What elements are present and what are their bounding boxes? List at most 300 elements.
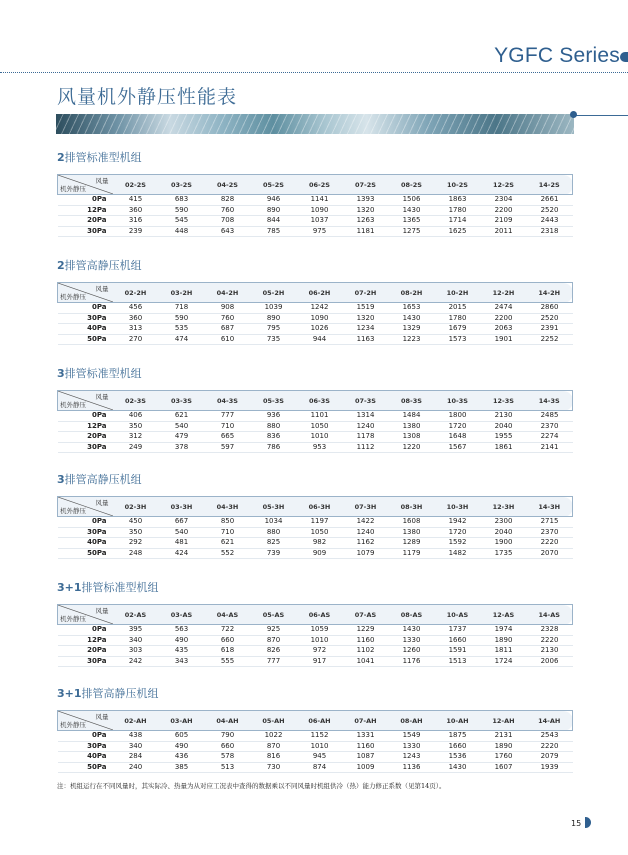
airflow-cell: 2200 — [481, 313, 527, 324]
airflow-cell: 1050 — [297, 421, 343, 432]
airflow-cell: 415 — [113, 195, 159, 206]
corner-airflow-label: 风量 — [95, 285, 109, 293]
column-header: 04-2S — [205, 175, 251, 195]
airflow-cell: 1330 — [389, 741, 435, 752]
airflow-cell: 1176 — [389, 656, 435, 667]
footnote: 注：机组运行在不同风量时，其实际冷、热量为从对应工况表中查得的数据乘以不同风量时机组供冷（热）能力修正系数（见第14页）。 — [57, 782, 446, 790]
table-row — [58, 646, 573, 657]
airflow-cell: 490 — [159, 635, 205, 646]
airflow-cell: 563 — [159, 625, 205, 636]
section-title-text: 排管高静压机组 — [81, 687, 159, 700]
airflow-cell: 1026 — [297, 324, 343, 335]
row-pressure-label: 0Pa — [58, 303, 113, 314]
airflow-cell: 1430 — [389, 625, 435, 636]
performance-section — [57, 150, 572, 237]
airflow-cell: 816 — [251, 752, 297, 763]
column-header: 03-3H — [159, 497, 205, 517]
column-header: 14-2H — [527, 283, 573, 303]
airflow-cell: 1714 — [435, 216, 481, 227]
row-pressure-label: 40Pa — [58, 324, 113, 335]
airflow-cell: 1152 — [297, 731, 343, 742]
airflow-cell: 248 — [113, 548, 159, 559]
airflow-cell: 1875 — [435, 731, 481, 742]
airflow-cell: 2220 — [527, 538, 573, 549]
column-header: 02-AS — [113, 605, 159, 625]
airflow-cell: 880 — [251, 421, 297, 432]
page-title: 风量机外静压性能表 — [57, 86, 238, 108]
airflow-cell: 1039 — [251, 303, 297, 314]
airflow-cell: 1939 — [527, 762, 573, 773]
airflow-cell: 1009 — [343, 762, 389, 773]
column-header: 10-2H — [435, 283, 481, 303]
airflow-cell: 1181 — [343, 226, 389, 237]
airflow-cell: 450 — [113, 517, 159, 528]
airflow-cell: 785 — [251, 226, 297, 237]
column-header: 06-2S — [297, 175, 343, 195]
airflow-cell: 1513 — [435, 656, 481, 667]
airflow-cell: 710 — [205, 527, 251, 538]
section-title-text: 排管高静压机组 — [64, 473, 142, 486]
airflow-cell: 284 — [113, 752, 159, 763]
corner-airflow-label: 风量 — [95, 713, 109, 721]
corner-pressure-label: 机外静压 — [60, 401, 86, 409]
airflow-cell: 242 — [113, 656, 159, 667]
column-header: 02-2H — [113, 283, 159, 303]
airflow-cell: 313 — [113, 324, 159, 335]
column-header: 10-2S — [435, 175, 481, 195]
column-header: 10-3S — [435, 391, 481, 411]
column-header: 06-AH — [297, 711, 343, 731]
series-marker — [620, 52, 628, 62]
column-header: 02-3S — [113, 391, 159, 411]
airflow-cell: 975 — [297, 226, 343, 237]
airflow-cell: 610 — [205, 334, 251, 345]
airflow-cell: 643 — [205, 226, 251, 237]
table-row — [58, 324, 573, 335]
airflow-cell: 1780 — [435, 313, 481, 324]
airflow-cell: 1653 — [389, 303, 435, 314]
airflow-cell: 340 — [113, 635, 159, 646]
airflow-cell: 385 — [159, 762, 205, 773]
column-header: 12-2H — [481, 283, 527, 303]
section-title-text: 排管标准型机组 — [64, 367, 142, 380]
airflow-cell: 2040 — [481, 527, 527, 538]
airflow-cell: 2661 — [527, 195, 573, 206]
header-divider — [0, 72, 628, 73]
airflow-cell: 1163 — [343, 334, 389, 345]
column-header: 08-3H — [389, 497, 435, 517]
airflow-cell: 438 — [113, 731, 159, 742]
table-row — [58, 635, 573, 646]
column-header: 07-AH — [343, 711, 389, 731]
airflow-cell: 1720 — [435, 527, 481, 538]
airflow-cell: 908 — [205, 303, 251, 314]
airflow-cell: 590 — [159, 205, 205, 216]
section-title-text: 排管高静压机组 — [64, 259, 142, 272]
airflow-cell: 850 — [205, 517, 251, 528]
airflow-cell: 360 — [113, 313, 159, 324]
airflow-cell: 1289 — [389, 538, 435, 549]
airflow-cell: 2252 — [527, 334, 573, 345]
airflow-cell: 710 — [205, 421, 251, 432]
airflow-cell: 618 — [205, 646, 251, 657]
airflow-cell: 1380 — [389, 527, 435, 538]
airflow-cell: 1240 — [343, 421, 389, 432]
airflow-cell: 240 — [113, 762, 159, 773]
airflow-cell: 1573 — [435, 334, 481, 345]
airflow-cell: 890 — [251, 313, 297, 324]
airflow-cell: 436 — [159, 752, 205, 763]
column-header: 14-3H — [527, 497, 573, 517]
table-row — [58, 205, 573, 216]
airflow-cell: 350 — [113, 421, 159, 432]
airflow-cell: 1090 — [297, 313, 343, 324]
airflow-cell: 2370 — [527, 421, 573, 432]
airflow-cell: 479 — [159, 432, 205, 443]
table-row — [58, 762, 573, 773]
airflow-cell: 1591 — [435, 646, 481, 657]
table-row — [58, 195, 573, 206]
airflow-cell: 870 — [251, 635, 297, 646]
airflow-cell: 316 — [113, 216, 159, 227]
column-header: 12-3S — [481, 391, 527, 411]
airflow-cell: 1942 — [435, 517, 481, 528]
airflow-cell: 1482 — [435, 548, 481, 559]
table-row — [58, 313, 573, 324]
table-row — [58, 752, 573, 763]
airflow-cell: 870 — [251, 741, 297, 752]
airflow-cell: 1430 — [389, 313, 435, 324]
airflow-cell: 1022 — [251, 731, 297, 742]
performance-table — [57, 604, 573, 667]
airflow-cell: 945 — [297, 752, 343, 763]
airflow-cell: 1607 — [481, 762, 527, 773]
column-header: 04-AS — [205, 605, 251, 625]
table-row — [58, 741, 573, 752]
airflow-cell: 828 — [205, 195, 251, 206]
column-header: 08-AH — [389, 711, 435, 731]
airflow-cell: 1422 — [343, 517, 389, 528]
airflow-cell: 1162 — [343, 538, 389, 549]
airflow-cell: 1275 — [389, 226, 435, 237]
airflow-cell: 1160 — [343, 635, 389, 646]
section-title-number: 3+1 — [57, 581, 82, 594]
airflow-cell: 2220 — [527, 741, 573, 752]
column-header: 05-2S — [251, 175, 297, 195]
row-pressure-label: 40Pa — [58, 752, 113, 763]
airflow-cell: 552 — [205, 548, 251, 559]
performance-section — [57, 258, 572, 345]
table-corner-header — [58, 711, 113, 731]
airflow-cell: 2011 — [481, 226, 527, 237]
row-pressure-label: 12Pa — [58, 205, 113, 216]
column-header: 02-3H — [113, 497, 159, 517]
column-header: 06-AS — [297, 605, 343, 625]
airflow-cell: 2220 — [527, 635, 573, 646]
row-pressure-label: 20Pa — [58, 432, 113, 443]
airflow-cell: 1179 — [389, 548, 435, 559]
airflow-cell: 1800 — [435, 411, 481, 422]
airflow-cell: 844 — [251, 216, 297, 227]
airflow-cell: 1955 — [481, 432, 527, 443]
airflow-cell: 513 — [205, 762, 251, 773]
section-title — [57, 150, 572, 166]
performance-table — [57, 390, 573, 453]
airflow-cell: 2079 — [527, 752, 573, 763]
airflow-cell: 1234 — [343, 324, 389, 335]
column-header: 03-2S — [159, 175, 205, 195]
row-pressure-label: 20Pa — [58, 646, 113, 657]
airflow-cell: 1506 — [389, 195, 435, 206]
table-corner-header — [58, 391, 113, 411]
row-pressure-label: 50Pa — [58, 548, 113, 559]
airflow-cell: 1136 — [389, 762, 435, 773]
table-row — [58, 432, 573, 443]
airflow-cell: 2543 — [527, 731, 573, 742]
airflow-cell: 2304 — [481, 195, 527, 206]
column-header: 03-AS — [159, 605, 205, 625]
airflow-cell: 2520 — [527, 313, 573, 324]
airflow-cell: 605 — [159, 731, 205, 742]
airflow-cell: 890 — [251, 205, 297, 216]
column-header: 04-3H — [205, 497, 251, 517]
airflow-cell: 1260 — [389, 646, 435, 657]
airflow-cell: 2274 — [527, 432, 573, 443]
table-corner-header — [58, 605, 113, 625]
column-header: 07-3H — [343, 497, 389, 517]
airflow-cell: 718 — [159, 303, 205, 314]
airflow-cell: 1735 — [481, 548, 527, 559]
airflow-cell: 1679 — [435, 324, 481, 335]
airflow-cell: 790 — [205, 731, 251, 742]
airflow-cell: 944 — [297, 334, 343, 345]
airflow-cell: 660 — [205, 635, 251, 646]
airflow-cell: 303 — [113, 646, 159, 657]
airflow-cell: 340 — [113, 741, 159, 752]
airflow-cell: 1037 — [297, 216, 343, 227]
column-header: 14-AS — [527, 605, 573, 625]
section-title-text: 排管标准型机组 — [81, 581, 159, 594]
airflow-cell: 621 — [205, 538, 251, 549]
airflow-cell: 925 — [251, 625, 297, 636]
row-pressure-label: 30Pa — [58, 313, 113, 324]
airflow-cell: 621 — [159, 411, 205, 422]
airflow-cell: 456 — [113, 303, 159, 314]
airflow-cell: 1974 — [481, 625, 527, 636]
column-header: 02-2S — [113, 175, 159, 195]
airflow-cell: 540 — [159, 527, 205, 538]
airflow-cell: 786 — [251, 442, 297, 453]
airflow-cell: 1900 — [481, 538, 527, 549]
column-header: 07-2H — [343, 283, 389, 303]
section-title-number: 3 — [57, 367, 65, 380]
column-header: 14-AH — [527, 711, 573, 731]
corner-airflow-label: 风量 — [95, 499, 109, 507]
corner-pressure-label: 机外静压 — [60, 615, 86, 623]
airflow-cell: 874 — [297, 762, 343, 773]
airflow-cell: 1720 — [435, 421, 481, 432]
airflow-cell: 292 — [113, 538, 159, 549]
airflow-cell: 2300 — [481, 517, 527, 528]
airflow-cell: 1660 — [435, 741, 481, 752]
airflow-cell: 1041 — [343, 656, 389, 667]
table-row — [58, 527, 573, 538]
airflow-cell: 2063 — [481, 324, 527, 335]
airflow-cell: 1549 — [389, 731, 435, 742]
column-header: 07-AS — [343, 605, 389, 625]
table-row — [58, 548, 573, 559]
airflow-cell: 535 — [159, 324, 205, 335]
airflow-cell: 2130 — [481, 411, 527, 422]
airflow-cell: 1567 — [435, 442, 481, 453]
airflow-cell: 1660 — [435, 635, 481, 646]
airflow-cell: 1330 — [389, 635, 435, 646]
airflow-cell: 2200 — [481, 205, 527, 216]
row-pressure-label: 30Pa — [58, 656, 113, 667]
airflow-cell: 1811 — [481, 646, 527, 657]
airflow-cell: 1724 — [481, 656, 527, 667]
airflow-cell: 1625 — [435, 226, 481, 237]
airflow-cell: 2391 — [527, 324, 573, 335]
airflow-cell: 1780 — [435, 205, 481, 216]
airflow-cell: 1365 — [389, 216, 435, 227]
airflow-cell: 1393 — [343, 195, 389, 206]
airflow-cell: 825 — [251, 538, 297, 549]
column-header: 12-3H — [481, 497, 527, 517]
section-title — [57, 258, 572, 274]
column-header: 08-AS — [389, 605, 435, 625]
airflow-cell: 2485 — [527, 411, 573, 422]
performance-table — [57, 282, 573, 345]
airflow-cell: 270 — [113, 334, 159, 345]
airflow-cell: 1141 — [297, 195, 343, 206]
airflow-cell: 1863 — [435, 195, 481, 206]
airflow-cell: 667 — [159, 517, 205, 528]
airflow-cell: 1050 — [297, 527, 343, 538]
airflow-cell: 1314 — [343, 411, 389, 422]
airflow-cell: 760 — [205, 313, 251, 324]
airflow-cell: 1229 — [343, 625, 389, 636]
airflow-cell: 239 — [113, 226, 159, 237]
row-pressure-label: 0Pa — [58, 517, 113, 528]
airflow-cell: 2318 — [527, 226, 573, 237]
airflow-cell: 917 — [297, 656, 343, 667]
row-pressure-label: 30Pa — [58, 527, 113, 538]
row-pressure-label: 12Pa — [58, 421, 113, 432]
airflow-cell: 1901 — [481, 334, 527, 345]
airflow-cell: 660 — [205, 741, 251, 752]
column-header: 07-3S — [343, 391, 389, 411]
airflow-cell: 545 — [159, 216, 205, 227]
corner-pressure-label: 机外静压 — [60, 293, 86, 301]
section-title-number: 2 — [57, 151, 65, 164]
row-pressure-label: 0Pa — [58, 195, 113, 206]
column-header: 03-2H — [159, 283, 205, 303]
table-row — [58, 517, 573, 528]
airflow-cell: 739 — [251, 548, 297, 559]
table-row — [58, 303, 573, 314]
airflow-cell: 555 — [205, 656, 251, 667]
column-header: 08-2S — [389, 175, 435, 195]
airflow-cell: 1737 — [435, 625, 481, 636]
airflow-cell: 777 — [205, 411, 251, 422]
airflow-cell: 722 — [205, 625, 251, 636]
airflow-cell: 481 — [159, 538, 205, 549]
column-header: 05-2H — [251, 283, 297, 303]
airflow-cell: 1243 — [389, 752, 435, 763]
airflow-cell: 448 — [159, 226, 205, 237]
airflow-cell: 2141 — [527, 442, 573, 453]
airflow-cell: 1430 — [389, 205, 435, 216]
column-header: 12-2S — [481, 175, 527, 195]
table-row — [58, 226, 573, 237]
table-row — [58, 538, 573, 549]
airflow-cell: 406 — [113, 411, 159, 422]
airflow-cell: 1223 — [389, 334, 435, 345]
airflow-cell: 1112 — [343, 442, 389, 453]
airflow-cell: 578 — [205, 752, 251, 763]
airflow-cell: 1263 — [343, 216, 389, 227]
table-row — [58, 442, 573, 453]
airflow-cell: 880 — [251, 527, 297, 538]
series-title: YGFC Series — [494, 44, 620, 67]
airflow-cell: 2474 — [481, 303, 527, 314]
row-pressure-label: 30Pa — [58, 741, 113, 752]
airflow-cell: 2040 — [481, 421, 527, 432]
airflow-cell: 936 — [251, 411, 297, 422]
airflow-cell: 1059 — [297, 625, 343, 636]
airflow-cell: 687 — [205, 324, 251, 335]
performance-table — [57, 174, 573, 237]
airflow-cell: 249 — [113, 442, 159, 453]
airflow-cell: 1519 — [343, 303, 389, 314]
airflow-cell: 2109 — [481, 216, 527, 227]
column-header: 05-3S — [251, 391, 297, 411]
airflow-cell: 1178 — [343, 432, 389, 443]
column-header: 05-AH — [251, 711, 297, 731]
airflow-cell: 378 — [159, 442, 205, 453]
airflow-cell: 1101 — [297, 411, 343, 422]
performance-section — [57, 472, 572, 559]
column-header: 05-AS — [251, 605, 297, 625]
airflow-cell: 1090 — [297, 205, 343, 216]
airflow-cell: 2130 — [527, 646, 573, 657]
airflow-cell: 1087 — [343, 752, 389, 763]
section-title-number: 3+1 — [57, 687, 82, 700]
airflow-cell: 2715 — [527, 517, 573, 528]
airflow-cell: 1484 — [389, 411, 435, 422]
section-title — [57, 366, 572, 382]
table-row — [58, 731, 573, 742]
airflow-cell: 2131 — [481, 731, 527, 742]
airflow-cell: 590 — [159, 313, 205, 324]
row-pressure-label: 20Pa — [58, 216, 113, 227]
column-header: 10-AS — [435, 605, 481, 625]
airflow-cell: 2328 — [527, 625, 573, 636]
column-header: 14-3S — [527, 391, 573, 411]
airflow-cell: 435 — [159, 646, 205, 657]
airflow-cell: 490 — [159, 741, 205, 752]
airflow-cell: 665 — [205, 432, 251, 443]
row-pressure-label: 30Pa — [58, 226, 113, 237]
column-header: 04-AH — [205, 711, 251, 731]
airflow-cell: 1010 — [297, 635, 343, 646]
airflow-cell: 343 — [159, 656, 205, 667]
banner-image — [56, 114, 574, 134]
airflow-cell: 1308 — [389, 432, 435, 443]
column-header: 10-3H — [435, 497, 481, 517]
airflow-cell: 1430 — [435, 762, 481, 773]
